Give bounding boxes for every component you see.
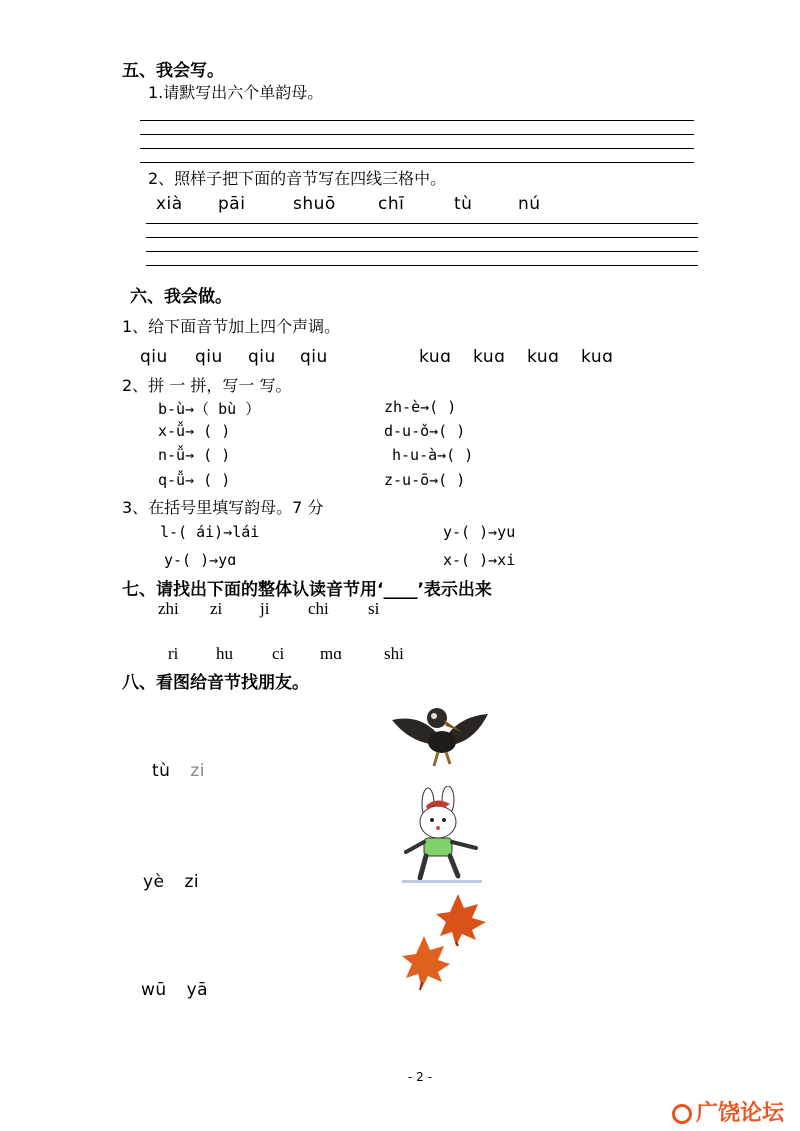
syllable: pāi	[218, 194, 246, 214]
syllable: zi	[210, 599, 223, 618]
pinyin-a: wū	[141, 980, 167, 1000]
section-8-title: 八、看图给音节找朋友。	[122, 673, 309, 693]
syllable: tù	[454, 194, 473, 214]
section-6-q3: 3、在括号里填写韵母。7 分	[122, 498, 324, 517]
tone-syllable: qiu	[248, 347, 276, 367]
syllable: shi	[384, 644, 404, 663]
syllable: si	[368, 599, 380, 618]
syllable: shuō	[293, 194, 336, 214]
syllable: mɑ	[320, 644, 343, 663]
crow-picture	[390, 700, 490, 772]
spell-right: z-u-ō→( )	[384, 471, 466, 489]
syllable: hu	[216, 644, 233, 663]
tone-syllable: kuɑ	[527, 347, 560, 367]
tone-syllable: kuɑ	[419, 347, 452, 367]
section-5-q2: 2、照样子把下面的音节写在四线三格中。	[148, 169, 447, 188]
pinyin-b: zi	[184, 872, 200, 892]
pinyin-pair	[152, 761, 205, 781]
maple-leaves-picture	[400, 892, 490, 992]
tone-syllable: qiu	[140, 347, 168, 367]
pinyin-pair	[143, 872, 199, 892]
syllable: nú	[518, 194, 541, 214]
writing-line	[140, 120, 694, 121]
spell-right: d-u-ǒ→( )	[384, 422, 466, 440]
syllable: xià	[156, 194, 183, 214]
pinyin-b: yā	[186, 980, 209, 1000]
pinyin-b: zi	[190, 761, 206, 781]
spell-left: b-ù→（ bù ）	[158, 400, 261, 418]
syllable: ri	[168, 644, 179, 663]
syllable: chī	[378, 194, 405, 214]
syllable: chi	[308, 599, 329, 618]
section-7-title: 七、请找出下面的整体认读音节用‘____’表示出来	[122, 580, 492, 600]
rabbit-picture	[398, 786, 488, 886]
writing-line	[140, 134, 694, 135]
pinyin-pair	[141, 980, 208, 1000]
section-6-title: 六、我会做。	[130, 287, 232, 307]
page-number: - 2 -	[408, 1070, 432, 1084]
fill-right: y-( )→yu	[443, 523, 516, 541]
tone-syllable: kuɑ	[581, 347, 614, 367]
fill-left: l-( ái)→lái	[160, 523, 260, 541]
tone-syllable: qiu	[300, 347, 328, 367]
tone-syllable: kuɑ	[473, 347, 506, 367]
fill-right: x-( )→xi	[443, 551, 516, 569]
watermark-logo	[672, 1096, 784, 1127]
writing-line	[146, 265, 698, 266]
pinyin-a: yè	[143, 872, 165, 892]
section-5-title: 五、我会写。	[122, 61, 224, 81]
spell-left: x-ǚ→ ( )	[158, 422, 231, 440]
pinyin-a: tù	[152, 761, 171, 781]
logo-icon	[672, 1104, 692, 1124]
writing-line	[140, 148, 694, 149]
writing-line	[146, 251, 698, 252]
spell-right: h-u-à→( )	[392, 446, 474, 464]
section-5-q1: 1.请默写出六个单韵母。	[148, 83, 324, 102]
section-6-q1: 1、给下面音节加上四个声调。	[122, 317, 341, 336]
writing-line	[146, 223, 698, 224]
writing-line	[146, 237, 698, 238]
spell-left: n-ǚ→ ( )	[158, 446, 231, 464]
logo-text: 广饶论坛	[696, 1101, 785, 1126]
fill-left: y-( )→yɑ	[164, 551, 237, 569]
writing-line	[140, 162, 694, 163]
syllable: ci	[272, 644, 285, 663]
tone-syllable: qiu	[195, 347, 223, 367]
syllable: zhi	[158, 599, 179, 618]
spell-left: q-ǚ→ ( )	[158, 471, 231, 489]
section-6-q2: 2、拼 一 拼，写一 写。	[122, 376, 292, 395]
syllable: ji	[260, 599, 270, 618]
spell-right: zh-è→( )	[384, 398, 457, 416]
